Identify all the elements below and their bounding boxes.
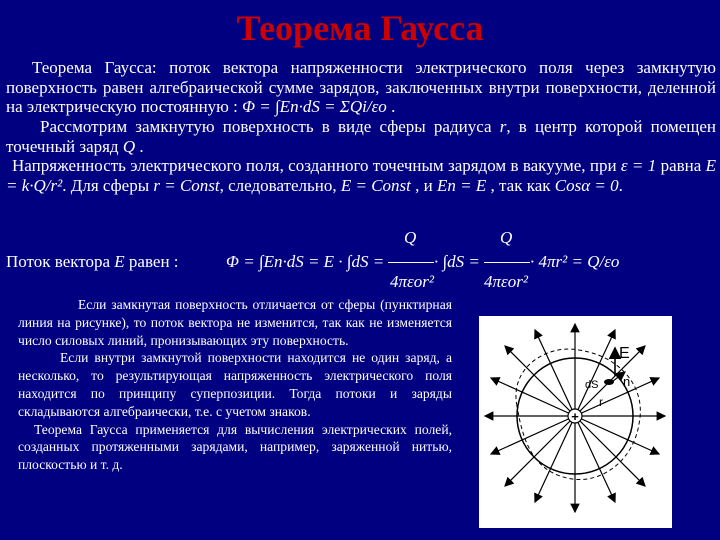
explanation-paragraph-1: Если замкнутая поверхность отличается от сферы (пунктирная линия на рисунке), то поток вектора не изменится, так как не изменяется число силовых линий, пронизывающих эту поверхность. [18, 297, 452, 348]
tension-text-4: , следовательно, [219, 175, 341, 195]
area-element-label: dS [585, 379, 599, 391]
field-line-sw [505, 416, 575, 486]
field-line-sse [575, 416, 615, 502]
area-element [604, 379, 614, 385]
epsilon-equals: ε = 1 [620, 156, 657, 175]
tension-paragraph [6, 156, 716, 195]
slide-title: Теорема Гаусса [236, 8, 484, 48]
flux-part-1: Φ = ∫En·dS = E · ∫dS = [226, 252, 385, 271]
consider-text-1: Рассмотрим замкнутую поверхность в виде сферы радиуса [40, 117, 500, 136]
flux-label [6, 252, 179, 272]
consider-text-2: , в центр которой помещен точечный заряд [6, 117, 716, 156]
field-line-nnw [535, 330, 575, 416]
field-line-se [575, 416, 645, 486]
flux-part-2: · ∫dS = [434, 252, 480, 271]
intro-text: : поток вектора напряженности электрического поля через замкнутую поверхность равен алгебраической сумме зарядов, заключенных внутри поверхности, деленной на электрическую постоянную : [6, 58, 716, 116]
tension-text-7: . [618, 175, 623, 195]
tension-text-1: Напряженность электрического поля, созданного точечным зарядом в вакууме, при [12, 156, 621, 175]
normal-label: n [623, 374, 631, 389]
sphere-diagram [479, 316, 672, 528]
en-equals-e: En = E [437, 175, 487, 195]
field-line-wnw [491, 378, 575, 416]
field-line-wsw [491, 416, 575, 454]
field-line-nne [575, 330, 615, 416]
fraction-2-denominator: 4πεor² [484, 272, 528, 291]
fraction-2-bar [484, 262, 530, 263]
charge-symbol: Q [122, 136, 136, 156]
tension-text-3: . Для сферы [62, 175, 154, 195]
cos-zero: Cosα = 0 [554, 175, 619, 195]
flux-equation [6, 228, 716, 294]
explanation-paragraph-2: Если внутри замкнутой поверхности находится не один заряд, а несколько, то результирующая напряженность электрического поля находится по принципу суперпозиции. Тогда потоки и заряды складываются алгебраически, т.е. с учетом знаков. [18, 350, 452, 419]
fraction-1-denominator: 4πεor² [390, 272, 434, 291]
tension-text-6: , так как [486, 175, 555, 195]
intro-lead: Теорема Гаусса [32, 58, 152, 77]
field-line-ese [575, 416, 659, 454]
gauss-formula: Φ = ∫En·dS = ΣQi/εo [242, 97, 387, 116]
tension-text-2: равна [656, 156, 706, 175]
fraction-2-numerator: Q [500, 228, 513, 247]
flux-label-text: Поток вектора [6, 252, 115, 271]
gauss-sphere-figure [479, 316, 672, 528]
fraction-1-numerator: Q [404, 228, 417, 247]
fraction-1-bar [388, 262, 434, 263]
intro-paragraph [6, 58, 716, 117]
intro-end: . [386, 97, 396, 116]
flux-part-3: · 4πr² = Q/εo [530, 252, 620, 271]
flux-label-e: E [114, 252, 125, 271]
e-const: E = Const [340, 175, 411, 195]
explanation-text [18, 296, 452, 474]
r-const: r = Const [153, 175, 220, 195]
radius-symbol: r [499, 117, 507, 136]
e-vector-label: E [619, 345, 630, 362]
consider-text-3: . [135, 136, 144, 156]
charge-sign: + [571, 409, 579, 424]
explanation-paragraph-3: Теорема Гаусса применяется для вычисления электрических полей, созданных протяженными зарядами, например, заряженной нитью, плоскостью и т. д. [18, 421, 452, 473]
field-line-ssw [535, 416, 575, 502]
coulomb-formula: E = k·Q/r² [6, 156, 717, 195]
consider-paragraph [6, 117, 716, 156]
tension-text-5: , и [410, 175, 438, 195]
radius-label: r [599, 395, 603, 409]
flux-label-end: равен : [124, 252, 179, 271]
